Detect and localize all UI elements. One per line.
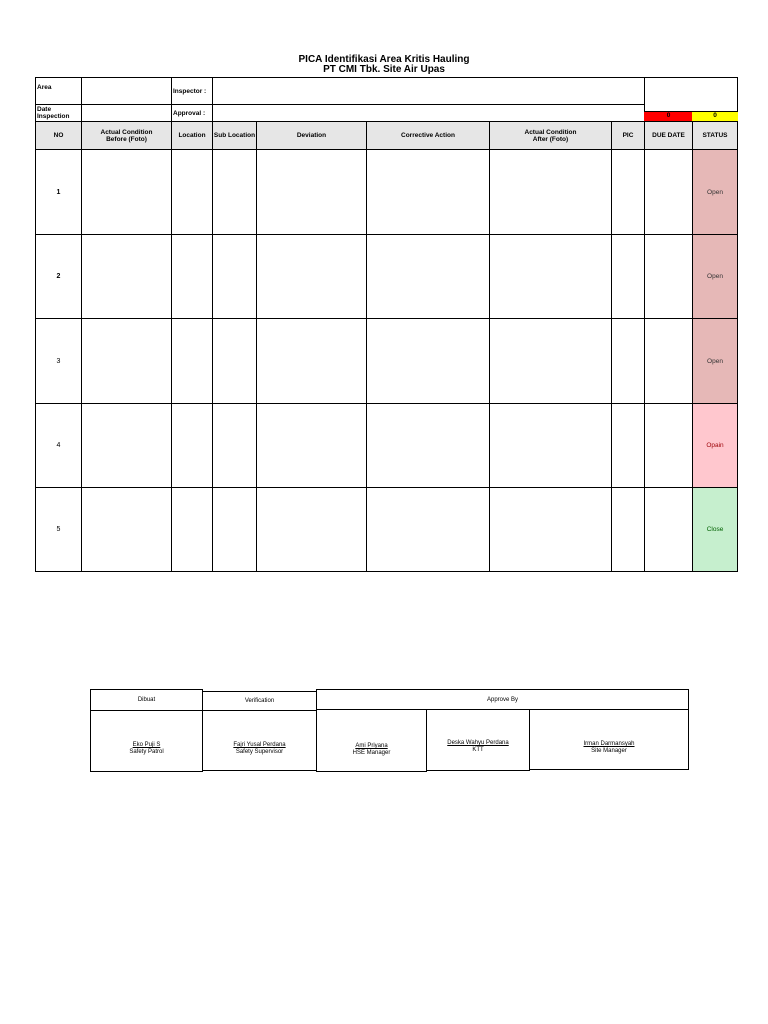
after-photo-cell[interactable] xyxy=(489,149,612,235)
header-pic: PIC xyxy=(611,121,645,150)
before-photo-cell[interactable] xyxy=(81,234,172,319)
signature-box-patrol[interactable] xyxy=(90,710,203,772)
signatory-role: Site Manager xyxy=(591,748,627,754)
due-date-cell[interactable] xyxy=(644,403,693,488)
header-before-photo: Actual Condition Before (Foto) xyxy=(81,121,172,150)
status-cell[interactable]: Open xyxy=(692,318,738,404)
document-title: PICA Identifikasi Area Kritis Hauling xyxy=(298,54,470,65)
pic-cell[interactable] xyxy=(611,149,645,235)
signature-box-ktt[interactable] xyxy=(426,709,530,771)
pic-cell[interactable] xyxy=(611,403,645,488)
sub-location-cell[interactable] xyxy=(212,318,257,404)
verification-header: Verification xyxy=(202,691,317,711)
due-date-cell[interactable] xyxy=(644,234,693,319)
after-photo-cell[interactable] xyxy=(489,234,612,319)
row-number: 4 xyxy=(35,403,82,488)
signature-box-supervisor[interactable] xyxy=(202,710,317,771)
corrective-action-cell[interactable] xyxy=(366,234,490,319)
signature-box-hse[interactable] xyxy=(316,709,427,772)
corrective-action-cell[interactable] xyxy=(366,318,490,404)
signatory-name: Eko Puji S xyxy=(132,742,161,748)
sub-location-cell[interactable] xyxy=(212,234,257,319)
inspector-field[interactable] xyxy=(212,77,645,105)
location-cell[interactable] xyxy=(171,149,213,235)
sub-location-cell[interactable] xyxy=(212,149,257,235)
status-cell[interactable]: Open xyxy=(692,234,738,319)
due-date-cell[interactable] xyxy=(644,149,693,235)
signature-box-site-manager[interactable] xyxy=(529,709,689,770)
row-number: 2 xyxy=(35,234,82,319)
header-sub-location: Sub Location xyxy=(212,121,257,150)
row-number: 5 xyxy=(35,487,82,572)
signatory-name: Deska Wahyu Perdana xyxy=(447,740,509,746)
signatory-role: KTT xyxy=(472,747,484,753)
location-cell[interactable] xyxy=(171,487,213,572)
before-photo-cell[interactable] xyxy=(81,487,172,572)
header-status: STATUS xyxy=(692,121,738,150)
header-location: Location xyxy=(171,121,213,150)
header-due-date: DUE DATE xyxy=(644,121,693,150)
dibuat-header: Dibuat xyxy=(90,689,203,711)
deviation-cell[interactable] xyxy=(256,318,367,404)
signoff-table xyxy=(90,689,689,772)
pic-cell[interactable] xyxy=(611,318,645,404)
row-number: 3 xyxy=(35,318,82,404)
approval-label: Approval : xyxy=(171,104,213,122)
area-field[interactable] xyxy=(81,77,172,105)
status-cell[interactable]: Opain xyxy=(692,403,738,488)
pic-cell[interactable] xyxy=(611,234,645,319)
status-cell[interactable]: Close xyxy=(692,487,738,572)
document-subtitle: PT CMI Tbk. Site Air Upas xyxy=(323,64,445,75)
before-photo-cell[interactable] xyxy=(81,318,172,404)
after-photo-cell[interactable] xyxy=(489,487,612,572)
due-date-cell[interactable] xyxy=(644,318,693,404)
corrective-action-cell[interactable] xyxy=(366,149,490,235)
signatory-name: Fajri Yusal Perdana xyxy=(233,742,286,748)
deviation-cell[interactable] xyxy=(256,487,367,572)
deviation-cell[interactable] xyxy=(256,403,367,488)
header-after-photo: Actual Condition After (Foto) xyxy=(489,121,612,150)
sub-location-cell[interactable] xyxy=(212,403,257,488)
pica-table xyxy=(35,77,738,572)
row-number: 1 xyxy=(35,149,82,235)
due-date-cell[interactable] xyxy=(644,487,693,572)
after-photo-cell[interactable] xyxy=(489,318,612,404)
signatory-name: Irman Darmansyah xyxy=(583,741,635,747)
approval-field[interactable] xyxy=(212,104,645,122)
corrective-action-cell[interactable] xyxy=(366,487,490,572)
area-label: Area xyxy=(35,77,82,105)
date-inspection-label: Date Inspection xyxy=(35,104,82,122)
signatory-role: HSE Manager xyxy=(352,750,391,756)
header-corrective-action: Corrective Action xyxy=(366,121,490,150)
inspector-label: Inspector : xyxy=(171,77,213,105)
approve-by-header: Approve By xyxy=(316,689,689,710)
signatory-name: Ami Priyana xyxy=(355,743,388,749)
deviation-cell[interactable] xyxy=(256,149,367,235)
location-cell[interactable] xyxy=(171,318,213,404)
counter-box xyxy=(644,77,738,112)
before-photo-cell[interactable] xyxy=(81,149,172,235)
date-inspection-field[interactable] xyxy=(81,104,172,122)
header-no: NO xyxy=(35,121,82,150)
location-cell[interactable] xyxy=(171,234,213,319)
header-deviation: Deviation xyxy=(256,121,367,150)
deviation-cell[interactable] xyxy=(256,234,367,319)
pic-cell[interactable] xyxy=(611,487,645,572)
before-photo-cell[interactable] xyxy=(81,403,172,488)
after-photo-cell[interactable] xyxy=(489,403,612,488)
sub-location-cell[interactable] xyxy=(212,487,257,572)
signatory-role: Safety Supervisor xyxy=(235,749,284,755)
close-counter: 0 xyxy=(692,112,738,121)
corrective-action-cell[interactable] xyxy=(366,403,490,488)
status-cell[interactable]: Open xyxy=(692,149,738,235)
location-cell[interactable] xyxy=(171,403,213,488)
signatory-role: Safety Patrol xyxy=(129,749,164,755)
open-counter: 0 xyxy=(644,112,693,121)
